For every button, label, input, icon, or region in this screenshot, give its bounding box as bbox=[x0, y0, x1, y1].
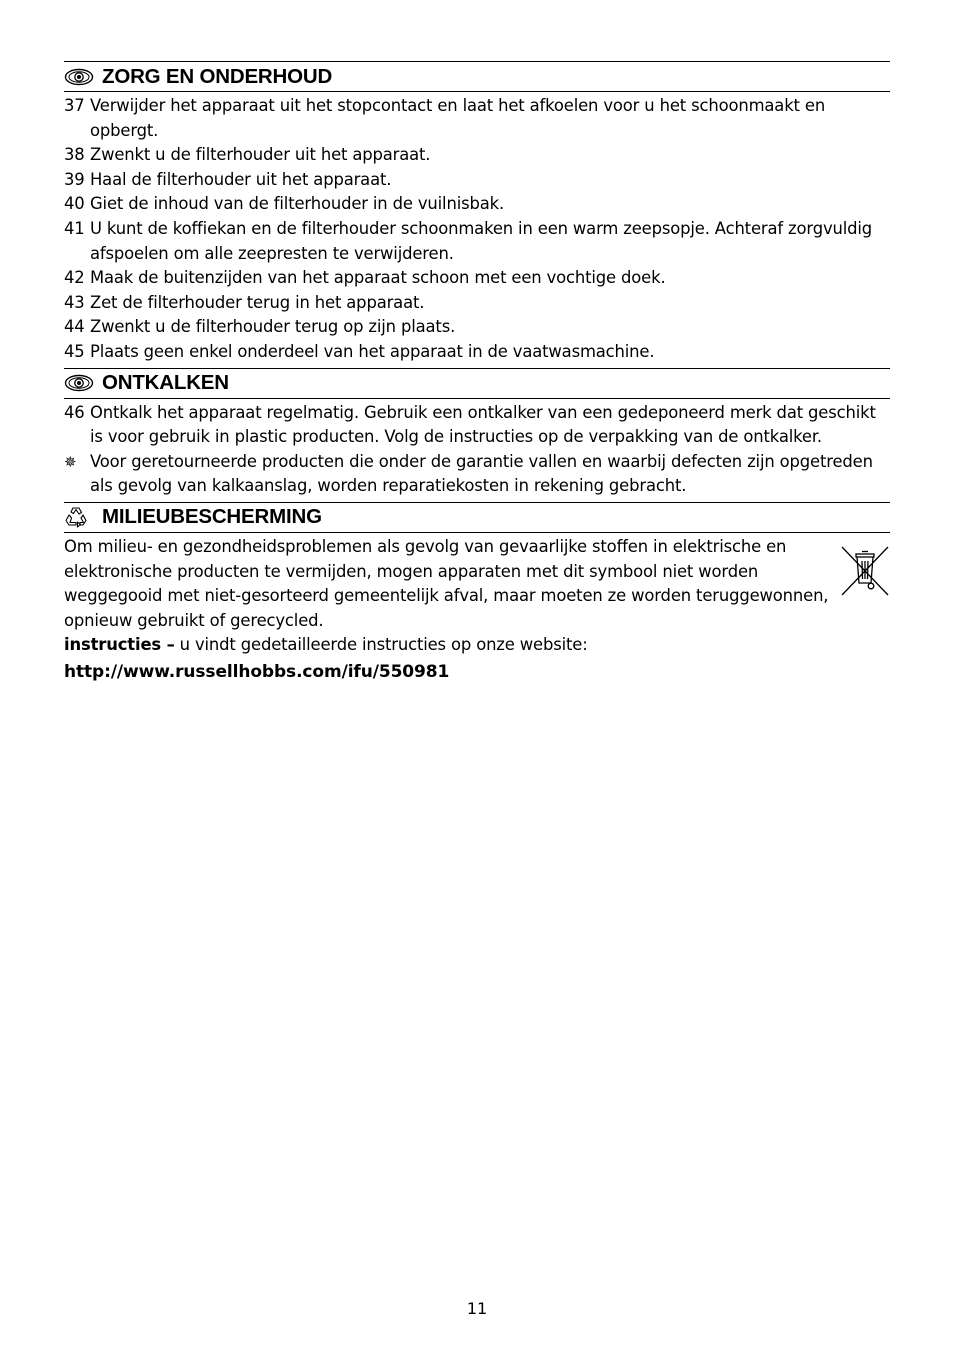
section-title: ZORG EN ONDERHOUD bbox=[102, 64, 333, 88]
care-list bbox=[64, 94, 890, 365]
section-header-descaling bbox=[64, 368, 890, 399]
page-content bbox=[64, 61, 890, 682]
environment-block bbox=[64, 535, 890, 633]
environment-text: Om milieu- en gezondheidsproblemen als gevolg van gevaarlijke stoffen in elektrische en elektronische producten te vermijden, mogen apparaten met dit symbool niet worden weggegooid met niet-gesorteerd gemeentelijk afval, maar moeten ze worden teruggewonnen, opnieuw gebruikt of gerecycled. bbox=[64, 536, 829, 630]
list-item: 43 Zet de filterhouder terug in het apparaat. bbox=[64, 292, 425, 312]
section-header-environment bbox=[64, 502, 890, 533]
section-title: ONTKALKEN bbox=[102, 371, 229, 395]
list-item: 40 Giet de inhoud van de filterhouder in de vuilnisbak. bbox=[64, 194, 505, 214]
descaling-list bbox=[64, 401, 890, 499]
section-header-care bbox=[64, 61, 890, 92]
star-icon: ✵ bbox=[64, 452, 77, 471]
list-item: 37 Verwijder het apparaat uit het stopcontact en laat het afkoelen voor u het schoonmaakt en opbergt. bbox=[64, 96, 826, 140]
list-item: 46 Ontkalk het apparaat regelmatig. Gebruik een ontkalker van een gedeponeerd merk dat geschikt is voor gebruik in plastic producten. Volg de instructies op de verpakking van de ontkalker. bbox=[64, 402, 876, 447]
page-number: 11 bbox=[466, 1299, 488, 1318]
list-item: 45 Plaats geen enkel onderdeel van het apparaat in de vaatwasmachine. bbox=[64, 341, 655, 361]
list-item: 41 U kunt de koffiekan en de filterhouder schoonmaken in een warm zeepsopje. Achteraf zorgvuldig afspoelen om alle zeepresten te verwijderen. bbox=[64, 218, 873, 263]
crossed-bin-icon bbox=[832, 535, 890, 633]
website-link[interactable]: http://www.russellhobbs.com/ifu/550981 bbox=[64, 661, 450, 682]
list-item: 42 Maak de buitenzijden van het apparaat schoon met een vochtige doek. bbox=[64, 268, 666, 288]
section-title: MILIEUBESCHERMING bbox=[102, 505, 322, 529]
list-item: 44 Zwenkt u de filterhouder terug op zijn plaats. bbox=[64, 317, 456, 337]
list-item: 39 Haal de filterhouder uit het apparaat. bbox=[64, 169, 392, 189]
eye-icon bbox=[64, 373, 94, 393]
eye-icon bbox=[64, 67, 94, 87]
warning-item: ✵ Voor geretourneerde producten die onder de garantie vallen en waarbij defecten zijn opgetreden als gevolg van kalkaanslag, worden reparatiekosten in rekening gebracht. bbox=[64, 451, 873, 496]
instructions-line: instructies – u vindt gedetailleerde instructies op onze website: bbox=[64, 635, 588, 655]
list-item: 38 Zwenkt u de filterhouder uit het apparaat. bbox=[64, 145, 431, 165]
recycle-icon bbox=[64, 507, 94, 527]
